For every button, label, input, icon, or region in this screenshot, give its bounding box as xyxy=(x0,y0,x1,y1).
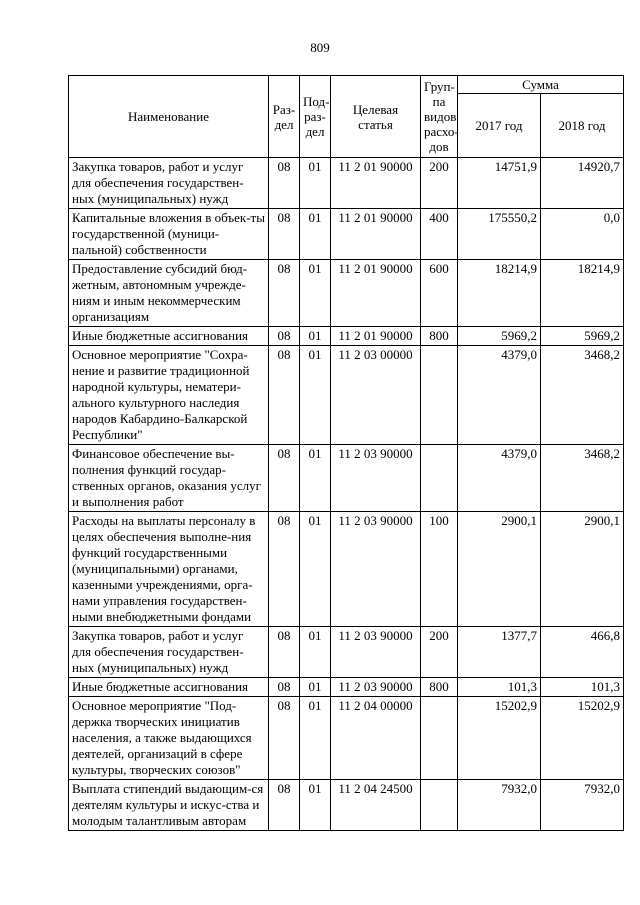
cell-subsection: 01 xyxy=(300,327,331,346)
cell-name: Финансовое обеспечение вы-полнения функций государ-ственных органов, оказания услуг и выполнения работ xyxy=(69,445,269,512)
cell-group: 800 xyxy=(421,327,458,346)
cell-section: 08 xyxy=(269,697,300,780)
cell-target: 11 2 04 24500 xyxy=(331,780,421,831)
table-body xyxy=(69,158,624,831)
cell-subsection: 01 xyxy=(300,678,331,697)
table-row xyxy=(69,780,624,831)
cell-2018: 101,3 xyxy=(541,678,624,697)
header-section: Раз- дел xyxy=(269,76,300,158)
cell-subsection: 01 xyxy=(300,209,331,260)
table-header xyxy=(69,76,624,158)
cell-group xyxy=(421,697,458,780)
cell-2018: 18214,9 xyxy=(541,260,624,327)
cell-name: Основное мероприятие "Под-держка творческих инициатив населения, а также выдающихся деятелей, организаций в сфере культуры, творческих союзов" xyxy=(69,697,269,780)
cell-2018: 466,8 xyxy=(541,627,624,678)
cell-name: Капитальные вложения в объек-ты государственной (муници-пальной) собственности xyxy=(69,209,269,260)
cell-2018: 3468,2 xyxy=(541,346,624,445)
cell-target: 11 2 03 90000 xyxy=(331,445,421,512)
cell-section: 08 xyxy=(269,158,300,209)
cell-group xyxy=(421,445,458,512)
cell-group xyxy=(421,780,458,831)
cell-section: 08 xyxy=(269,678,300,697)
cell-group: 400 xyxy=(421,209,458,260)
cell-name: Основное мероприятие "Сохра-нение и развитие традиционной народной культуры, нематери-ального культурного наследия народов Кабардино-Балкарской Республики" xyxy=(69,346,269,445)
header-group: Груп- па видов расхо- дов xyxy=(421,76,458,158)
cell-subsection: 01 xyxy=(300,512,331,627)
cell-target: 11 2 03 90000 xyxy=(331,512,421,627)
cell-subsection: 01 xyxy=(300,627,331,678)
cell-group: 200 xyxy=(421,158,458,209)
budget-table xyxy=(68,75,624,831)
header-subsection: Под- раз- дел xyxy=(300,76,331,158)
cell-2018: 2900,1 xyxy=(541,512,624,627)
cell-name: Закупка товаров, работ и услуг для обеспечения государствен-ных (муниципальных) нужд xyxy=(69,158,269,209)
cell-name: Иные бюджетные ассигнования xyxy=(69,327,269,346)
cell-subsection: 01 xyxy=(300,445,331,512)
cell-name: Закупка товаров, работ и услуг для обеспечения государствен-ных (муниципальных) нужд xyxy=(69,627,269,678)
cell-subsection: 01 xyxy=(300,158,331,209)
cell-name: Предоставление субсидий бюд-жетным, автономным учрежде-ниям и иным некоммерческим организациям xyxy=(69,260,269,327)
page-number: 809 xyxy=(310,40,330,55)
table-row xyxy=(69,327,624,346)
table-row xyxy=(69,209,624,260)
cell-section: 08 xyxy=(269,780,300,831)
cell-2018: 7932,0 xyxy=(541,780,624,831)
table-row xyxy=(69,512,624,627)
cell-2017: 101,3 xyxy=(458,678,541,697)
cell-2017: 4379,0 xyxy=(458,445,541,512)
cell-subsection: 01 xyxy=(300,697,331,780)
cell-subsection: 01 xyxy=(300,346,331,445)
header-name: Наименование xyxy=(69,76,269,158)
cell-2017: 4379,0 xyxy=(458,346,541,445)
cell-section: 08 xyxy=(269,627,300,678)
cell-2017: 18214,9 xyxy=(458,260,541,327)
table-row xyxy=(69,627,624,678)
header-2018: 2018 год xyxy=(541,94,624,158)
cell-subsection: 01 xyxy=(300,780,331,831)
cell-target: 11 2 01 90000 xyxy=(331,260,421,327)
cell-section: 08 xyxy=(269,346,300,445)
cell-2018: 0,0 xyxy=(541,209,624,260)
cell-2018: 15202,9 xyxy=(541,697,624,780)
cell-2017: 7932,0 xyxy=(458,780,541,831)
cell-target: 11 2 01 90000 xyxy=(331,158,421,209)
cell-2017: 175550,2 xyxy=(458,209,541,260)
cell-section: 08 xyxy=(269,209,300,260)
cell-name: Иные бюджетные ассигнования xyxy=(69,678,269,697)
table-row xyxy=(69,346,624,445)
table-row xyxy=(69,445,624,512)
cell-target: 11 2 01 90000 xyxy=(331,209,421,260)
table-row xyxy=(69,158,624,209)
cell-target: 11 2 01 90000 xyxy=(331,327,421,346)
cell-2017: 2900,1 xyxy=(458,512,541,627)
cell-name: Выплата стипендий выдающим-ся деятелям культуры и искус-ства и молодым талантливым авторам xyxy=(69,780,269,831)
table-row xyxy=(69,678,624,697)
cell-target: 11 2 03 90000 xyxy=(331,627,421,678)
cell-2017: 14751,9 xyxy=(458,158,541,209)
cell-group: 100 xyxy=(421,512,458,627)
header-2017: 2017 год xyxy=(458,94,541,158)
cell-name: Расходы на выплаты персоналу в целях обеспечения выполне-ния функций государственными (муниципальными) органами, казенными учреждениями, орга-нами управления государствен-ными внебюджетными фондами xyxy=(69,512,269,627)
cell-target: 11 2 03 00000 xyxy=(331,346,421,445)
header-sum: Сумма xyxy=(458,76,624,94)
cell-section: 08 xyxy=(269,260,300,327)
cell-section: 08 xyxy=(269,327,300,346)
cell-2018: 3468,2 xyxy=(541,445,624,512)
table-row xyxy=(69,697,624,780)
cell-section: 08 xyxy=(269,512,300,627)
cell-section: 08 xyxy=(269,445,300,512)
cell-2017: 15202,9 xyxy=(458,697,541,780)
table-row xyxy=(69,260,624,327)
cell-2017: 5969,2 xyxy=(458,327,541,346)
header-target: Целевая статья xyxy=(331,76,421,158)
cell-2017: 1377,7 xyxy=(458,627,541,678)
cell-2018: 14920,7 xyxy=(541,158,624,209)
cell-target: 11 2 03 90000 xyxy=(331,678,421,697)
cell-group xyxy=(421,346,458,445)
cell-group: 200 xyxy=(421,627,458,678)
cell-group: 600 xyxy=(421,260,458,327)
cell-2018: 5969,2 xyxy=(541,327,624,346)
cell-target: 11 2 04 00000 xyxy=(331,697,421,780)
cell-group: 800 xyxy=(421,678,458,697)
cell-subsection: 01 xyxy=(300,260,331,327)
